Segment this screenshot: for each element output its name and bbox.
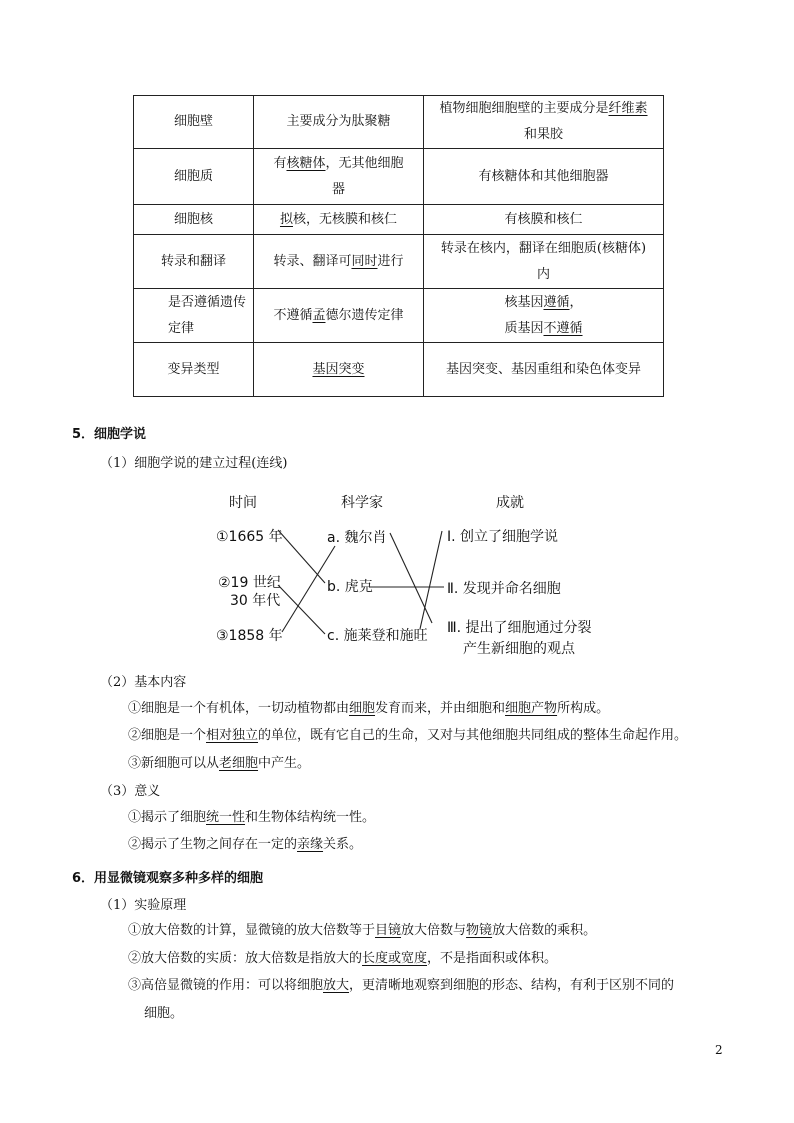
row-label: 细胞核 bbox=[134, 205, 254, 235]
underlined-answer: 亲缘 bbox=[297, 837, 324, 852]
row-label: 是否遵循遗传定律 bbox=[134, 289, 254, 343]
significance-item-1 bbox=[128, 806, 375, 825]
scientist-a: a. 魏尔肖 bbox=[327, 530, 387, 546]
text-run: 关系。 bbox=[323, 837, 363, 852]
table-row bbox=[134, 149, 664, 205]
text-run: 有核糖体和其他细胞器 bbox=[478, 168, 609, 184]
text-run: 所构成。 bbox=[557, 701, 610, 716]
prokaryote-cell bbox=[254, 343, 424, 397]
eukaryote-cell bbox=[424, 289, 664, 343]
underlined-answer: 遵循 bbox=[543, 294, 570, 310]
comparison-table bbox=[133, 95, 664, 397]
row-label: 变异类型 bbox=[134, 343, 254, 397]
table-row bbox=[134, 343, 664, 397]
achievement-3b: 产生新细胞的观点 bbox=[463, 641, 575, 657]
underlined-answer: 细胞 bbox=[349, 701, 376, 716]
underlined-answer: 目镜 bbox=[375, 923, 402, 938]
underlined-answer: 不遵循 bbox=[543, 320, 583, 336]
text-run: ②放大倍数的实质：放大倍数是指放大的 bbox=[128, 951, 363, 966]
principle-item-3-cont: 细胞。 bbox=[144, 1006, 184, 1021]
text-run: 核基因 bbox=[504, 294, 544, 310]
text-run: ，无其他细胞器 bbox=[325, 155, 404, 197]
section5-sub2: （2）基本内容 bbox=[100, 675, 187, 690]
text-run: 主要成分为肽聚糖 bbox=[286, 114, 391, 129]
text-run: 中产生。 bbox=[258, 756, 311, 771]
text-run: 植物细胞细胞壁的主要成分是 bbox=[439, 101, 609, 116]
underlined-answer: 纤维素 bbox=[608, 101, 648, 116]
text-run: ②揭示了生物之间存在一定的 bbox=[128, 837, 298, 852]
underlined-answer: 长度或宽度 bbox=[362, 951, 428, 966]
underlined-answer: 老细胞 bbox=[219, 756, 259, 771]
row-label: 细胞壁 bbox=[134, 96, 254, 149]
prokaryote-cell bbox=[254, 235, 424, 289]
eukaryote-cell bbox=[424, 96, 664, 149]
time-2a: ②19 世纪 bbox=[218, 575, 281, 591]
text-run: 基因突变、基因重组和染色体变异 bbox=[445, 361, 641, 377]
underlined-answer: 孟 bbox=[312, 307, 326, 323]
match-line-1b bbox=[278, 530, 325, 583]
achievement-2: Ⅱ. 发现并命名细胞 bbox=[447, 581, 561, 597]
text-run: 有核膜和核仁 bbox=[504, 211, 583, 227]
content-item-3 bbox=[128, 752, 310, 771]
eukaryote-cell bbox=[424, 149, 664, 205]
content-item-2 bbox=[128, 724, 687, 743]
section5-sub1: （1）细胞学说的建立过程(连线) bbox=[100, 456, 288, 471]
section5-sub3: （3）意义 bbox=[100, 784, 161, 799]
text-run: 放大倍数的乘积。 bbox=[492, 923, 597, 938]
prokaryote-cell bbox=[254, 96, 424, 149]
text-run: 发育而来，并由细胞和 bbox=[375, 701, 506, 716]
text-run: 和果胶 bbox=[523, 127, 563, 142]
text-run: ③高倍显微镜的作用：可以将细胞 bbox=[128, 978, 324, 993]
underlined-answer: 相对独立 bbox=[206, 728, 259, 743]
text-run: ，不是指面积或体积。 bbox=[427, 951, 558, 966]
underlined-answer: 统一性 bbox=[206, 810, 246, 825]
time-2b: 30 年代 bbox=[230, 593, 281, 609]
text-run: 转录在核内，翻译在细胞质(核糖体)内 bbox=[440, 240, 647, 282]
text-run: 的单位，既有它自己的生命，又对与其他细胞共同组成的整体生命起作用。 bbox=[258, 728, 688, 743]
principle-item-1 bbox=[128, 919, 596, 938]
table-row bbox=[134, 289, 664, 343]
achievement-1: Ⅰ. 创立了细胞学说 bbox=[447, 529, 559, 545]
achievement-3a: Ⅲ. 提出了细胞通过分裂 bbox=[447, 620, 592, 636]
text-run: 放大倍数与 bbox=[401, 923, 467, 938]
text-run: 有 bbox=[273, 155, 287, 171]
text-run: ，更清晰地观察到细胞的形态、结构，有利于区别不同的 bbox=[349, 978, 675, 993]
col-ach-header: 成就 bbox=[496, 495, 524, 511]
underlined-answer: 拟 bbox=[279, 211, 293, 227]
text-run: ②细胞是一个 bbox=[128, 728, 207, 743]
cell-theory-matching-diagram bbox=[0, 485, 794, 665]
section6-title: 6．用显微镜观察多种多样的细胞 bbox=[72, 871, 264, 886]
principle-item-3 bbox=[128, 974, 674, 993]
text-run: ①揭示了细胞 bbox=[128, 810, 207, 825]
content-item-1 bbox=[128, 697, 609, 716]
text-run: ①放大倍数的计算，显微镜的放大倍数等于 bbox=[128, 923, 376, 938]
underlined-answer: 基因突变 bbox=[312, 361, 365, 377]
text-run: ， bbox=[569, 294, 583, 310]
match-line-c1 bbox=[420, 531, 442, 629]
underlined-answer: 放大 bbox=[323, 978, 350, 993]
scientist-c: c. 施莱登和施旺 bbox=[327, 628, 428, 644]
time-1: ①1665 年 bbox=[216, 529, 283, 545]
text-run: ①细胞是一个有机体，一切动植物都由 bbox=[128, 701, 350, 716]
significance-item-2 bbox=[128, 833, 362, 852]
text-run: 质基因 bbox=[504, 320, 544, 336]
scientist-b: b. 虎克 bbox=[327, 579, 373, 595]
eukaryote-cell bbox=[424, 235, 664, 289]
row-label: 细胞质 bbox=[134, 149, 254, 205]
underlined-answer: 物镜 bbox=[466, 923, 493, 938]
table-row bbox=[134, 96, 664, 149]
text-run: ③新细胞可以从 bbox=[128, 756, 220, 771]
time-3: ③1858 年 bbox=[216, 628, 283, 644]
table-row bbox=[134, 235, 664, 289]
table-row bbox=[134, 205, 664, 235]
text-run: 进行 bbox=[377, 253, 404, 269]
text-run: 转录、翻译可 bbox=[273, 253, 352, 269]
section6-sub1: （1）实验原理 bbox=[100, 898, 187, 913]
text-run: 核，无核膜和核仁 bbox=[293, 211, 398, 227]
underlined-answer: 细胞产物 bbox=[505, 701, 558, 716]
section5-title: 5．细胞学说 bbox=[72, 427, 147, 442]
text-run: 德尔遗传定律 bbox=[325, 307, 404, 323]
prokaryote-cell bbox=[254, 149, 424, 205]
principle-item-2 bbox=[128, 947, 557, 966]
underlined-answer: 同时 bbox=[351, 253, 378, 269]
text-run: 和生物体结构统一性。 bbox=[245, 810, 376, 825]
prokaryote-cell bbox=[254, 289, 424, 343]
prokaryote-cell bbox=[254, 205, 424, 235]
eukaryote-cell bbox=[424, 343, 664, 397]
match-line-a3 bbox=[390, 533, 432, 623]
page-number: 2 bbox=[715, 1043, 723, 1057]
row-label: 转录和翻译 bbox=[134, 235, 254, 289]
text-run: 不遵循 bbox=[273, 307, 313, 323]
underlined-answer: 核糖体 bbox=[286, 155, 326, 171]
col-time-header: 时间 bbox=[229, 495, 257, 511]
eukaryote-cell bbox=[424, 205, 664, 235]
col-sci-header: 科学家 bbox=[341, 495, 383, 511]
